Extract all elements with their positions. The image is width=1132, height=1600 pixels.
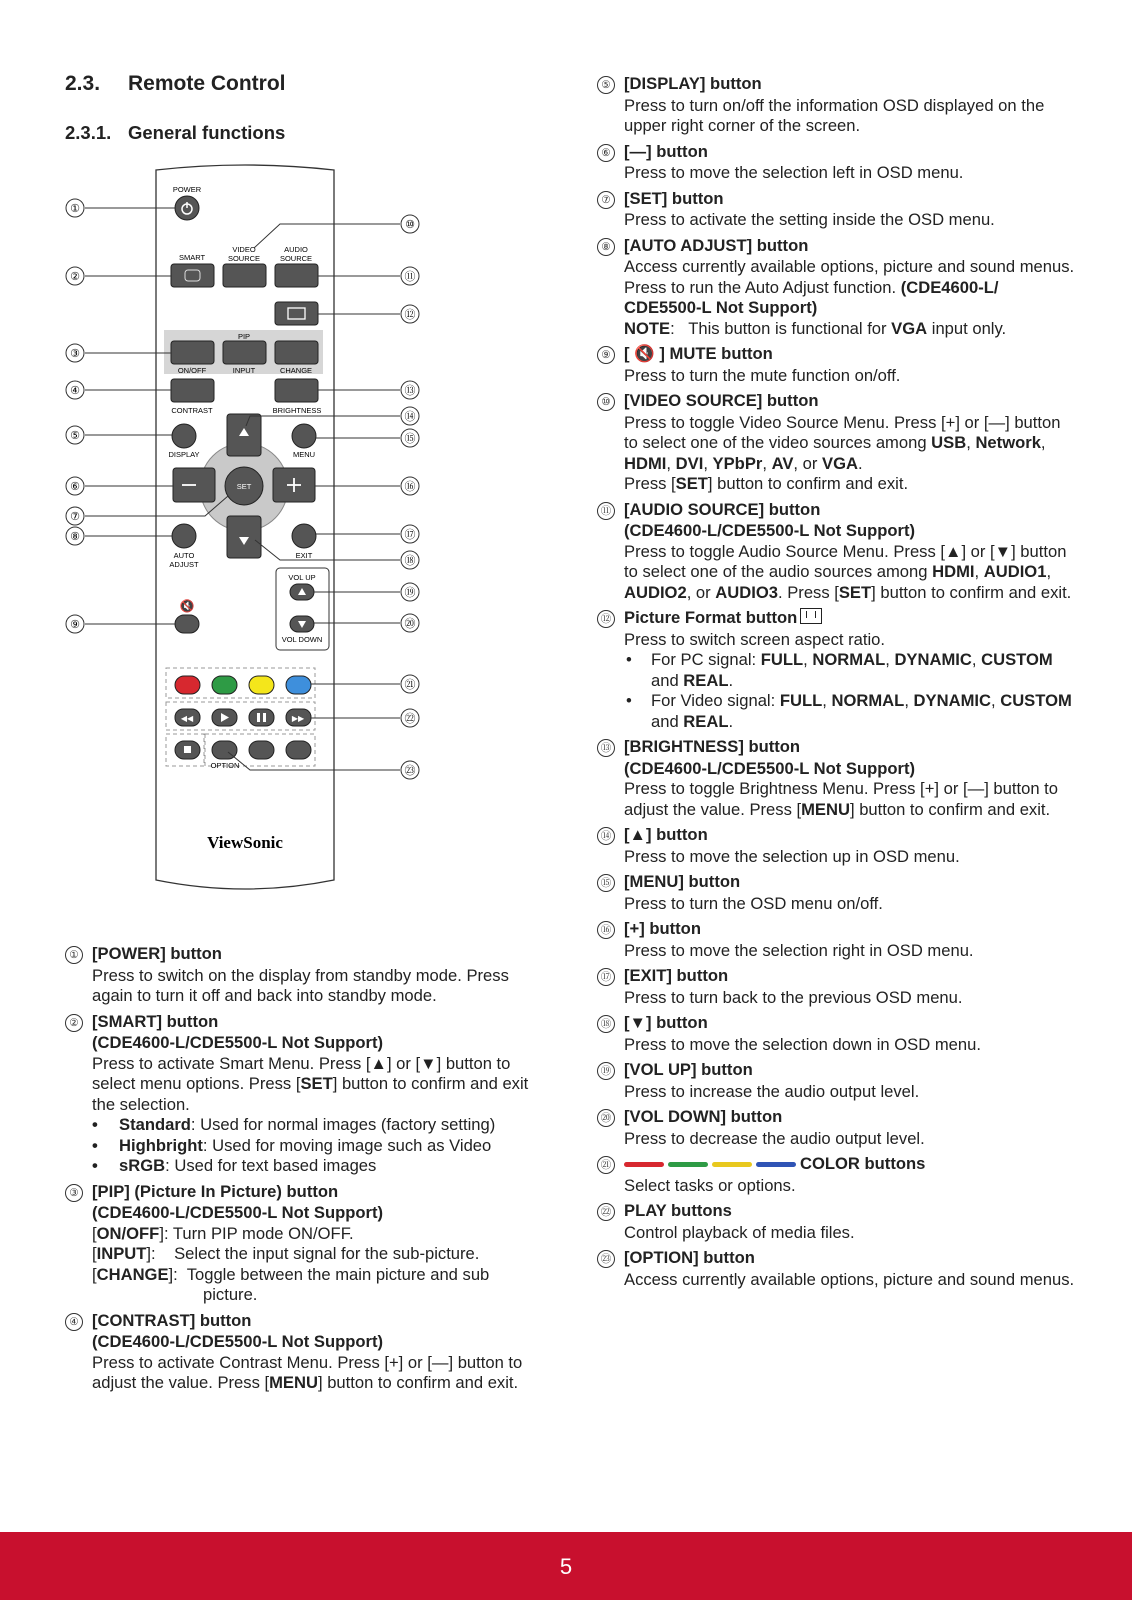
pip-change-label: CHANGE: [279, 366, 313, 375]
item-title: [VOL UP] button: [624, 1060, 753, 1079]
item-title: [EXIT] button: [624, 966, 729, 985]
item-set: [597, 189, 1077, 231]
vol-up-label: VOL UP: [288, 573, 316, 582]
pip-label: PIP: [237, 332, 251, 341]
item-left: [597, 142, 1077, 184]
svg-text:㉑: ㉑: [404, 679, 416, 691]
item-vol-down: [597, 1107, 1077, 1149]
callout-2: [66, 267, 84, 285]
display-button[interactable]: [172, 424, 196, 448]
svg-text:⑯: ⑯: [404, 481, 416, 493]
green-bar-icon: [668, 1162, 708, 1167]
pause-button[interactable]: [249, 709, 274, 726]
item-title: [+] button: [624, 919, 701, 938]
item-desc: Press to activate Smart Menu. Press [▲] or [▼] button to select menu options. Press [SET] button to confirm and exit the selection.: [92, 1053, 529, 1114]
callout-23: [401, 761, 419, 779]
item-down: [597, 1013, 1077, 1055]
item-title: [DISPLAY] button: [624, 74, 762, 93]
item-desc: Press to move the selection right in OSD menu.: [624, 940, 974, 960]
item-pip: [65, 1182, 540, 1306]
callout-11: [401, 267, 419, 285]
svg-text:①: ①: [70, 203, 80, 215]
mute-icon: 🔇: [179, 599, 195, 613]
remote-svg: [60, 162, 440, 918]
yellow-bar-icon: [712, 1162, 752, 1167]
item-desc: Press to run the Auto Adjust function. (CDE4600-L/ CDE5500-L Not Support): [624, 277, 999, 317]
callout-19: [401, 583, 419, 601]
item-title: [ 🔇 ] MUTE button: [624, 344, 773, 363]
brightness-label: BRIGHTNESS: [272, 406, 322, 415]
page-footer: [0, 1532, 1132, 1600]
item-desc: Press to turn the mute function on/off.: [624, 365, 901, 385]
section-heading: [65, 72, 286, 96]
item-desc: Control playback of media files.: [624, 1222, 855, 1242]
audio-source-label-1: AUDIO: [284, 245, 308, 254]
item-video-source: [597, 391, 1077, 495]
callout-17: [401, 525, 419, 543]
item-contrast: [65, 1311, 540, 1394]
item-title: [POWER] button: [92, 944, 222, 963]
callout-21: [401, 675, 419, 693]
pip-change-desc: [CHANGE]: Toggle between the main picture and sub picture.: [92, 1264, 494, 1304]
section-title: Remote Control: [128, 72, 286, 95]
item-number: ⑲: [597, 1062, 615, 1080]
item-exit: [597, 966, 1077, 1008]
audio-source-button[interactable]: [275, 264, 318, 287]
item-desc: Press to toggle Video Source Menu. Press [+] or [—] button to select one of the video sources among USB, Network, HDMI, DVI, YPbPr, AV, or VGA.: [624, 412, 1061, 473]
pip-input-label: INPUT: [232, 366, 256, 375]
item-title: [▲] button: [624, 825, 708, 844]
item-desc: Press to turn on/off the information OSD displayed on the upper right corner of the screen.: [624, 95, 1045, 135]
item-number: ㉑: [597, 1156, 615, 1174]
brand-logo: ViewSonic: [207, 833, 283, 852]
display-label: DISPLAY: [168, 450, 200, 459]
item-title: COLOR buttons: [624, 1154, 1077, 1175]
item-title: [SMART] button: [92, 1011, 219, 1031]
audio-source-label-2: SOURCE: [279, 254, 313, 263]
callout-6: [66, 477, 84, 495]
list-item: • Highbright: Used for moving image such as Video: [92, 1136, 540, 1157]
list-item: • For Video signal: FULL, NORMAL, DYNAMIC, CUSTOM and REAL.: [624, 691, 1077, 732]
item-title: Picture Format button: [624, 608, 1077, 629]
menu-label: MENU: [292, 450, 316, 459]
svg-text:⑧: ⑧: [70, 531, 80, 543]
blue-button[interactable]: [286, 676, 311, 694]
item-number: ⑪: [597, 502, 615, 520]
pip-change-button[interactable]: [275, 341, 318, 364]
svg-text:⑭: ⑭: [404, 411, 416, 423]
svg-text:⑬: ⑬: [404, 385, 416, 397]
svg-text:⑫: ⑫: [404, 309, 416, 321]
item-desc: Press to move the selection down in OSD menu.: [624, 1034, 981, 1054]
callout-7: [66, 507, 84, 525]
svg-text:⑪: ⑪: [404, 271, 416, 283]
pip-onoff-button[interactable]: [171, 341, 214, 364]
subsection-heading: [65, 122, 285, 144]
up-arrow-icon: ▲: [629, 825, 646, 844]
fast-forward-icon: ▶▶: [291, 714, 305, 723]
svg-text:⑩: ⑩: [405, 219, 415, 231]
item-title: [VOL DOWN] button: [624, 1107, 783, 1126]
svg-text:⑰: ⑰: [404, 529, 416, 541]
item-desc: Press to activate Contrast Menu. Press [+] or [—] button to adjust the value. Press [MENU] button to confirm and exit.: [92, 1352, 523, 1392]
item-power: [65, 944, 540, 1007]
pip-input-desc: [INPUT]: Select the input signal for the sub-picture.: [92, 1244, 480, 1263]
item-title: [VIDEO SOURCE] button: [624, 391, 819, 410]
smart-mode-list: [92, 1115, 540, 1177]
smart-button[interactable]: [171, 264, 214, 287]
right-descriptions: [597, 74, 1077, 1295]
item-auto-adjust: [597, 236, 1077, 340]
item-brightness: [597, 737, 1077, 820]
option-label: OPTION: [210, 761, 240, 770]
callout-13: [401, 381, 419, 399]
video-source-label-1: VIDEO: [232, 245, 256, 254]
callout-5: [66, 426, 84, 444]
svg-text:④: ④: [70, 385, 80, 397]
item-title: [MENU] button: [624, 872, 741, 891]
item-note: NOTE: This button is functional for VGA input only.: [624, 318, 1007, 338]
list-item: • Standard: Used for normal images (factory setting): [92, 1115, 540, 1136]
picture-format-button[interactable]: [275, 302, 318, 325]
item-desc: Access currently available options, picture and sound menus.: [624, 1269, 1075, 1289]
item-right: [597, 919, 1077, 961]
item-desc: Press to switch on the display from standby mode. Press again to turn it off and back into standby mode.: [92, 965, 509, 1005]
item-number: ⑮: [597, 874, 615, 892]
item-desc: Press to toggle Audio Source Menu. Press [▲] or [▼] button to select one of the audio sources among HDMI, AUDIO1, AUDIO2, or AUDIO3. Press [SET] button to confirm and exit.: [624, 541, 1072, 602]
auto-adjust-label-1: AUTO: [173, 551, 195, 560]
section-number: 2.3.: [65, 72, 101, 95]
pip-input-button[interactable]: [223, 341, 266, 364]
item-title: PLAY buttons: [624, 1201, 732, 1220]
item-desc: Press to toggle Brightness Menu. Press [+] or [—] button to adjust the value. Press [MENU] button to confirm and exit.: [624, 779, 1058, 819]
item-number: ㉒: [597, 1203, 615, 1221]
item-title: [AUDIO SOURCE] button: [624, 499, 821, 519]
svg-text:⑲: ⑲: [404, 587, 416, 599]
item-title: [AUTO ADJUST] button: [624, 235, 809, 255]
item-support-note: (CDE4600-L/CDE5500-L Not Support): [92, 1332, 384, 1351]
item-desc: Access currently available options, picture and sound menus.: [624, 257, 1075, 276]
svg-text:②: ②: [70, 271, 80, 283]
callout-8: [66, 527, 84, 545]
pip-onoff-desc: [ON/OFF]: Turn PIP mode ON/OFF.: [92, 1223, 354, 1243]
item-desc: Press [SET] button to confirm and exit.: [624, 474, 909, 493]
svg-text:③: ③: [70, 348, 80, 360]
smart-label: SMART: [178, 253, 206, 262]
item-number: ①: [65, 946, 83, 964]
up-arrow-icon: ▲: [370, 1053, 387, 1073]
yellow-button[interactable]: [249, 676, 274, 694]
callout-20: [401, 614, 419, 632]
item-display: [597, 74, 1077, 137]
item-support-note: (CDE4600-L/CDE5500-L Not Support): [92, 1033, 384, 1052]
item-play: [597, 1201, 1077, 1243]
callout-22: [401, 709, 419, 727]
item-desc: Press to activate the setting inside the OSD menu.: [624, 210, 995, 229]
item-number: ⑳: [597, 1109, 615, 1127]
svg-text:㉒: ㉒: [404, 713, 416, 725]
callout-10: [401, 215, 419, 233]
subsection-number: 2.3.1.: [65, 122, 112, 143]
item-desc: Press to turn the OSD menu on/off.: [624, 893, 883, 913]
subsection-title: General functions: [128, 122, 286, 143]
item-number: ②: [65, 1014, 83, 1032]
green-button[interactable]: [212, 676, 237, 694]
callout-15: [401, 429, 419, 447]
power-label: POWER: [172, 185, 202, 194]
page-number: 5: [559, 1554, 573, 1579]
item-number: ⑦: [597, 191, 615, 209]
callout-1: [66, 199, 84, 217]
item-title: [OPTION] button: [624, 1248, 755, 1267]
item-support-note: (CDE4600-L/CDE5500-L Not Support): [624, 521, 916, 540]
remote-illustration: [60, 162, 440, 918]
item-desc: Press to decrease the audio output level.: [624, 1128, 925, 1148]
down-arrow-icon: ▼: [629, 1013, 646, 1032]
auto-adjust-label-2: ADJUST: [169, 560, 199, 569]
blue-bar-icon: [756, 1162, 796, 1167]
item-mute: [597, 344, 1077, 386]
item-number: ⑧: [597, 238, 615, 256]
item-number: ③: [65, 1184, 83, 1202]
callout-9: [66, 615, 84, 633]
blank-button-2[interactable]: [286, 741, 311, 759]
vol-down-label: VOL DOWN: [281, 635, 323, 644]
item-number: ⑩: [597, 393, 615, 411]
item-number: ⑰: [597, 968, 615, 986]
item-picture-format: [597, 608, 1077, 732]
item-title: [▼] button: [624, 1013, 708, 1032]
item-title: [PIP] (Picture In Picture) button: [92, 1181, 339, 1201]
item-number: ⑨: [597, 346, 615, 364]
svg-text:⑥: ⑥: [70, 481, 80, 493]
svg-text:⑱: ⑱: [404, 555, 416, 567]
item-title: [—] button: [624, 141, 708, 161]
item-color: [597, 1154, 1077, 1196]
item-number: ⑤: [597, 76, 615, 94]
red-button[interactable]: [175, 676, 200, 694]
item-desc: Press to move the selection left in OSD menu.: [624, 163, 964, 182]
mute-icon: 🔇: [634, 344, 655, 363]
item-number: ㉓: [597, 1250, 615, 1268]
svg-text:⑳: ⑳: [404, 618, 416, 630]
item-audio-source: [597, 500, 1077, 604]
svg-text:⑮: ⑮: [404, 433, 416, 445]
rewind-icon: ◀◀: [180, 714, 194, 723]
red-bar-icon: [624, 1162, 664, 1167]
callout-4: [66, 381, 84, 399]
video-source-label-2: SOURCE: [227, 254, 261, 263]
callout-18: [401, 551, 419, 569]
menu-button[interactable]: [292, 424, 316, 448]
item-smart: [65, 1012, 540, 1177]
item-title: [SET] button: [624, 188, 724, 208]
video-source-button[interactable]: [223, 264, 266, 287]
pip-onoff-label: ON/OFF: [177, 366, 207, 375]
item-number: ⑱: [597, 1015, 615, 1033]
item-option: [597, 1248, 1077, 1290]
item-title: [BRIGHTNESS] button: [624, 737, 801, 756]
stop-icon: [184, 746, 191, 753]
brightness-button[interactable]: [275, 379, 318, 402]
callout-14: [401, 407, 419, 425]
svg-text:⑤: ⑤: [70, 430, 80, 442]
item-title: [CONTRAST] button: [92, 1310, 252, 1330]
blank-button-1[interactable]: [249, 741, 274, 759]
exit-label: EXIT: [295, 551, 313, 560]
item-menu: [597, 872, 1077, 914]
item-number: ⑯: [597, 921, 615, 939]
contrast-button[interactable]: [171, 379, 214, 402]
item-vol-up: [597, 1060, 1077, 1102]
item-number: ④: [65, 1313, 83, 1331]
set-label: SET: [236, 482, 252, 491]
item-number: ⑭: [597, 827, 615, 845]
auto-adjust-button[interactable]: [172, 524, 196, 548]
left-descriptions: [65, 944, 540, 1399]
list-item: • sRGB: Used for text based images: [92, 1156, 540, 1177]
callout-12: [401, 305, 419, 323]
callout-3: [66, 344, 84, 362]
item-desc: Press to move the selection up in OSD menu.: [624, 846, 960, 866]
item-desc: Press to switch screen aspect ratio.: [624, 629, 885, 649]
svg-text:⑦: ⑦: [70, 511, 80, 523]
down-arrow-icon: ▼: [420, 1053, 437, 1073]
item-desc: Press to increase the audio output level.: [624, 1081, 920, 1101]
svg-text:⑨: ⑨: [70, 619, 80, 631]
contrast-label: CONTRAST: [171, 406, 213, 415]
item-support-note: (CDE4600-L/CDE5500-L Not Support): [624, 758, 916, 778]
item-desc: Select tasks or options.: [624, 1175, 796, 1195]
exit-button[interactable]: [292, 524, 316, 548]
signal-list: [624, 650, 1077, 732]
list-item: • For PC signal: FULL, NORMAL, DYNAMIC, CUSTOM and REAL.: [624, 650, 1077, 691]
callout-16: [401, 477, 419, 495]
item-desc: Press to turn back to the previous OSD menu.: [624, 987, 963, 1007]
pause-icon-r: [263, 713, 266, 722]
item-up: [597, 825, 1077, 867]
mute-button[interactable]: [175, 615, 199, 633]
item-number: ⑥: [597, 144, 615, 162]
item-number: ⑫: [597, 610, 615, 628]
pause-icon-l: [257, 713, 260, 722]
svg-text:㉓: ㉓: [404, 765, 416, 777]
picture-format-icon: [800, 608, 822, 624]
item-number: ⑬: [597, 739, 615, 757]
item-support-note: (CDE4600-L/CDE5500-L Not Support): [92, 1203, 384, 1222]
